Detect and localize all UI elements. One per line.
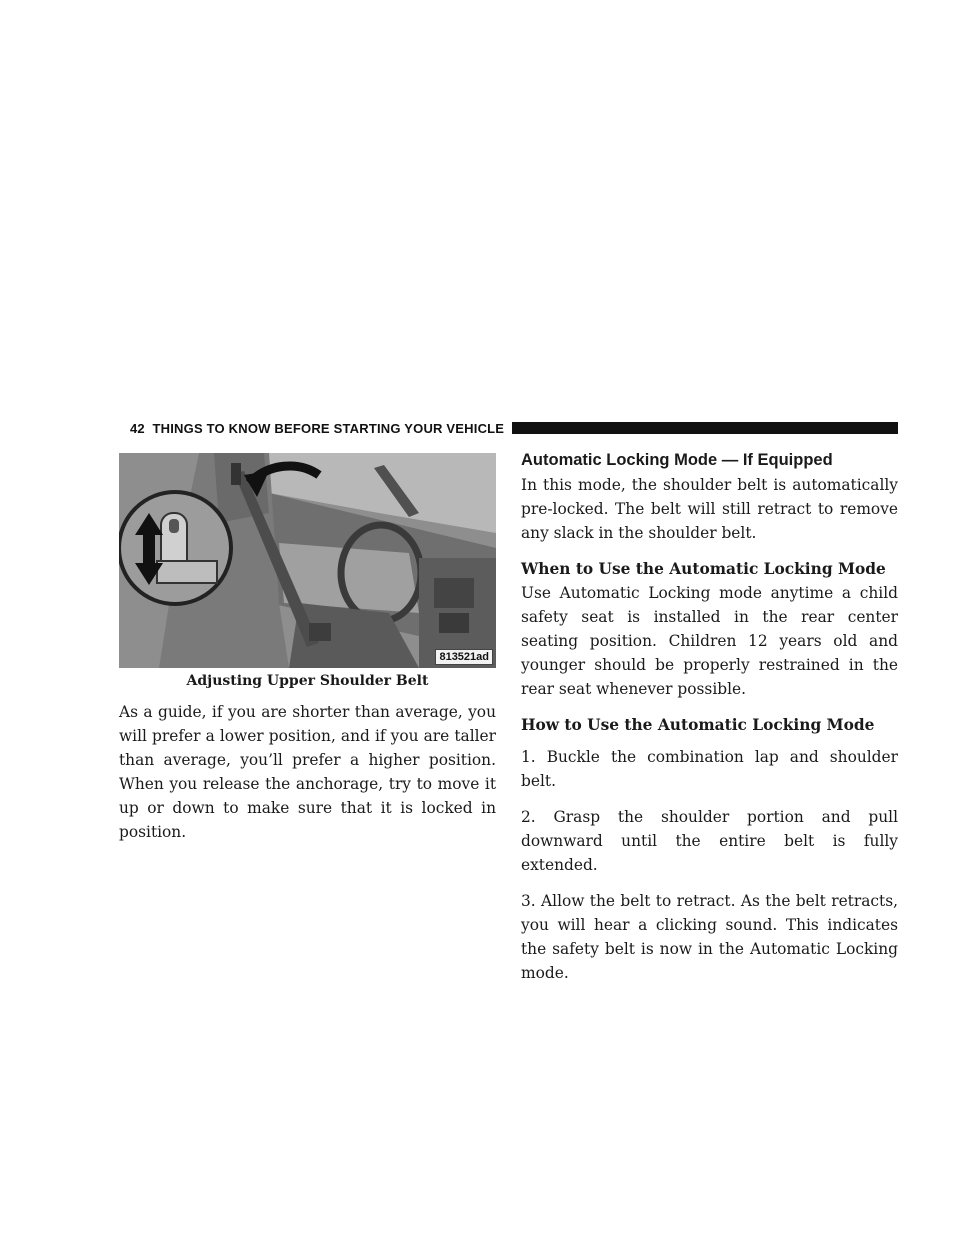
- step-item: 1. Buckle the combination lap and shoulder belt.: [521, 748, 898, 790]
- shoulder-belt-paragraph: As a guide, if you are shorter than average, you will prefer a lower position, and if you are taller than average, you’ll prefer a higher position. When you release the anchorage, try to move it up or down to make sure that it is locked in position.: [119, 703, 496, 841]
- car-interior-drawing: [119, 453, 496, 668]
- how-to-use-heading: How to Use the Automatic Locking Mode: [521, 716, 875, 734]
- section-heading: Automatic Locking Mode — If Equipped: [521, 451, 833, 469]
- page-header-text: [130, 421, 504, 436]
- header-rule: [512, 422, 898, 434]
- step-item: 3. Allow the belt to retract. As the belt retracts, you will hear a clicking sound. This indicates the safety belt is now in the Automatic Locking mode.: [521, 892, 898, 982]
- intro-paragraph: In this mode, the shoulder belt is automatically pre-locked. The belt will still retract to remove any slack in the shoulder belt.: [521, 476, 898, 542]
- figure-caption: Adjusting Upper Shoulder Belt: [186, 673, 429, 689]
- step-item: 2. Grasp the shoulder portion and pull downward until the entire belt is fully extended.: [521, 808, 898, 874]
- when-to-use-heading: When to Use the Automatic Locking Mode: [521, 560, 886, 578]
- page-number: 42: [130, 420, 145, 436]
- when-to-use-paragraph: Use Automatic Locking mode anytime a child safety seat is installed in the rear center seating position. Children 12 years old and younger should be properly restrained in the rear seat whenever possible.: [521, 584, 898, 698]
- page-header: [130, 419, 898, 437]
- section-title: THINGS TO KNOW BEFORE STARTING YOUR VEHICLE: [152, 420, 505, 436]
- shoulder-belt-illustration: [119, 453, 496, 668]
- figure-code-label: 813521ad: [435, 649, 493, 665]
- right-column: [521, 449, 898, 997]
